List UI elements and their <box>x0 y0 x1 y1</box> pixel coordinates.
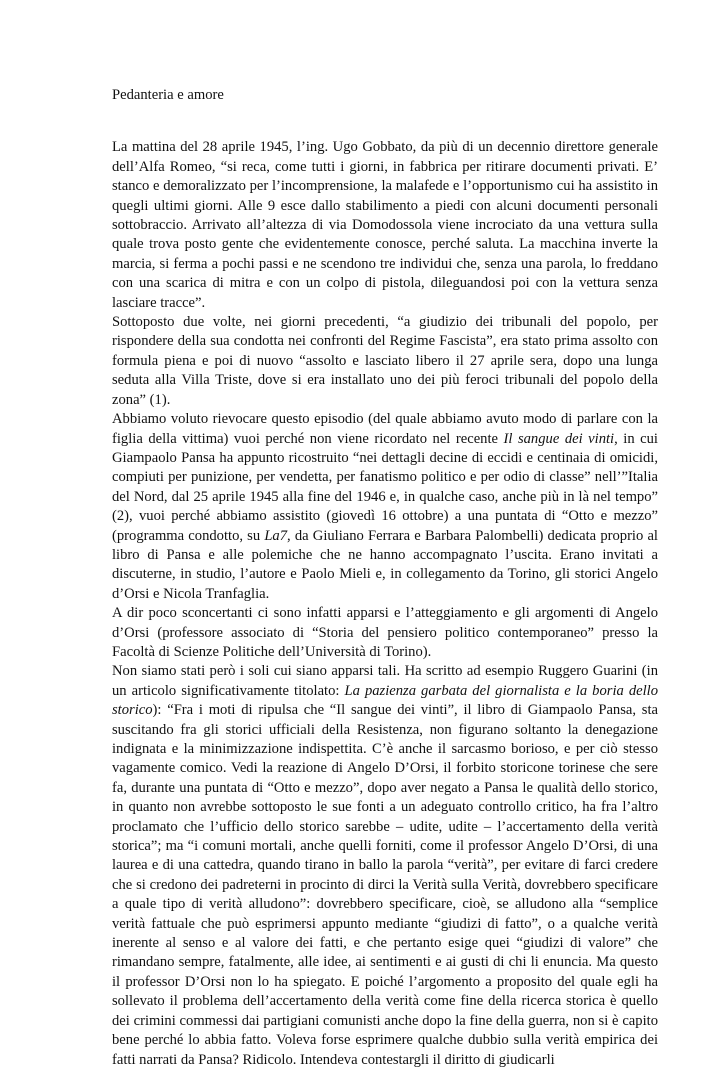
paragraph-text: , in cui Giampaolo Pansa ha appunto ricostruito “nei dettagli decine di eccidi e centinaia di omicidi, compiuti per punizione, per vendetta, per fanatismo politico e per odio di classe” nell’”Italia del Nord, dal 25 aprile 1945 alla fine del 1946 e, in qualche caso, anche più in là nel tempo” (2), vuoi perché abbiamo assistito (giovedì 16 ottobre) a una puntata di “Otto e mezzo” (programma condotto, su <box>112 430 658 544</box>
paragraph-text: A dir poco sconcertanti ci sono infatti apparsi e l’atteggiamento e gli argomenti di Angelo d’Orsi (professore associato di “Storia del pensiero politico contemporaneo” presso la Facoltà di Scienze Politiche dell’Università di Torino). <box>112 605 658 660</box>
document-title: Pedanteria e amore <box>112 87 224 103</box>
italic-title-text: La7 <box>264 527 288 544</box>
paragraph-text: ): “Fra i moti di ripulsa che “Il sangue dei vinti”, il libro di Giampaolo Pansa, sta suscitando fra gli storici ufficiali della Resistenza, non figurano soltanto la denegazione indignata e la minimizzazione indispettita. C’è anche il sarcasmo borioso, e per ciò stesso vagamente comico. Vedi la reazione di Angelo D’Orsi, il forbito storicone torinese che sere fa, durante una puntata di “Otto e mezzo”, dopo aver negato a Pansa le qualità dello storico, in quanto non avrebbe sottoposto le sue fonti a un adeguato controllo critico, ha fra l’altro proclamato che l’ufficio dello storico sarebbe – udite, udite – l’accertamento della verità storica”; ma “i comuni mortali, anche quelli forniti, come il professor Angelo D’Orsi, di una laurea e di una cattedra, quando tirano in ballo la parola “verità”, per evitare di farci credere che si credono dei padreterni in procinto di dirci la Verità sulla Verità, dovrebbero specificare a quale tipo di verità alludono”: dovrebbero specificare, cioè, se alludono alla “semplice verità fattuale che può esprimersi appunto mediante “giudizi di fatto”, o a qualche verità inerente al senso e al valore dei fatti, e che pertanto esige quei “giudizi di valore” che rimandano sempre, fatalmente, alle idee, ai sentimenti e ai gusti di chi li enuncia. Ma questo il professor D’Orsi non lo ha spiegato. E poiché l’argomento a proposito del quale egli ha sollevato il problema dell’accertamento della verità come fine della ricerca storica è quello dei crimini commessi dai partigiani comunisti anche dopo la fine della guerra, non si è capito bene perché lo abbia fatto. Voleva forse esprimere qualche dubbio sulla verità empirica dei fatti narrati da Pansa? Ridicolo. Intendeva contestargli il diritto di giudicarli <box>112 702 658 1068</box>
document-page <box>112 86 658 1070</box>
italic-title-text: La pazienza garbata del giornalista e la boria dello storico <box>112 682 659 719</box>
paragraph-1 <box>112 138 658 313</box>
paragraph-5 <box>112 662 658 1070</box>
paragraph-3 <box>112 410 658 604</box>
paragraph-text: La mattina del 28 aprile 1945, l’ing. Ugo Gobbato, da più di un decennio direttore generale dell’Alfa Romeo, “si reca, come tutti i giorni, in fabbrica per ritirare documenti privati. E’ stanco e demoralizzato per l’incomprensione, la malafede e l’opportunismo cui ha assistito in quegli ultimi giorni. Alle 9 esce dallo stabilimento a piedi con alcuni documenti personali sottobraccio. Arrivato all’altezza di via Domodossola viene incrociato da una vettura sulla quale trova posto gente che evidentemente conosce, perché saluta. La macchina inverte la marcia, si ferma a pochi passi e ne scendono tre individui che, senza una parola, lo freddano con una scarica di mitra e con un colpo di pistola, dileguandosi poi con la vettura senza lasciare tracce”. <box>112 139 658 311</box>
title-spacer <box>112 105 658 138</box>
document-body <box>112 138 658 1070</box>
paragraph-2 <box>112 313 658 410</box>
paragraph-text: Sottoposto due volte, nei giorni precedenti, “a giudizio dei tribunali del popolo, per rispondere della sua condotta nei confronti del Regime Fascista”, era stato prima assolto con formula piena e poi di nuovo “assolto e lasciato libero il 27 aprile sera, dopo una lunga seduta alla Villa Triste, dove si era installato uno dei più feroci tribunali del popolo della zona” (1). <box>112 314 658 408</box>
paragraph-text: Abbiamo voluto rievocare questo episodio (del quale abbiamo avuto modo di parlare con la figlia della vittima) vuoi perché non viene ricordato nel recente <box>112 411 658 447</box>
italic-title-text: Il sangue dei vinti <box>503 430 615 447</box>
paragraph-text: Non siamo stati però i soli cui siano apparsi tali. Ha scritto ad esempio Ruggero Guarini (in un articolo significativamente titolato: <box>112 663 658 699</box>
paragraph-text: , da Giuliano Ferrara e Barbara Palombelli) dedicata proprio al libro di Pansa e alle polemiche che ne hanno accompagnato l’uscita. Erano invitati a discuterne, in studio, l’autore e Paolo Mieli e, in collegamento da Torino, gli storici Angelo d’Orsi e Nicola Tranfaglia. <box>112 527 658 602</box>
paragraph-4 <box>112 604 658 662</box>
